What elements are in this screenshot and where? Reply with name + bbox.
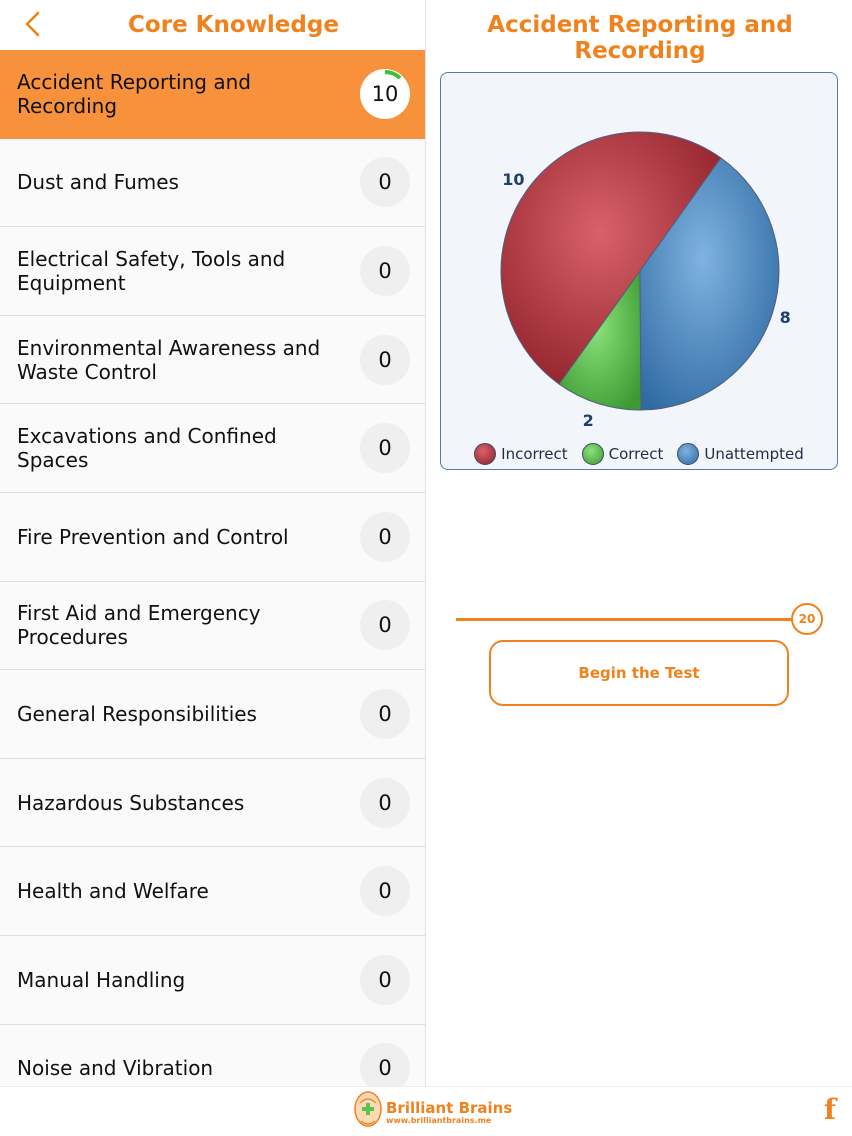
legend-swatch-correct [582, 443, 604, 465]
topic-count: 0 [378, 347, 392, 372]
facebook-icon[interactable]: f [823, 1093, 836, 1126]
topic-count: 0 [378, 967, 392, 992]
topic-count-badge [360, 600, 410, 650]
topic-count: 10 [371, 81, 399, 106]
topic-count: 0 [378, 790, 392, 815]
legend-swatch-incorrect [474, 443, 496, 465]
topic-row[interactable] [0, 582, 426, 671]
topic-panel [0, 0, 426, 1086]
topic-count: 0 [378, 524, 392, 549]
topic-count-badge [360, 512, 410, 562]
legend-correct [582, 443, 664, 465]
topic-count: 0 [378, 701, 392, 726]
topic-count: 0 [378, 1056, 392, 1081]
legend-label-correct: Correct [608, 445, 664, 463]
topic-count: 0 [378, 613, 392, 638]
topic-count: 0 [378, 258, 392, 283]
legend-incorrect [474, 443, 567, 465]
topic-label: Excavations and Confined Spaces [17, 424, 277, 473]
topic-label: Manual Handling [17, 967, 186, 992]
section-title: Core Knowledge [128, 12, 339, 38]
topic-row[interactable] [0, 759, 426, 848]
topic-title: Accident Reporting and Recording [487, 12, 793, 64]
pie-label-correct: 2 [582, 410, 594, 430]
results-chart [440, 72, 838, 470]
topic-label: Electrical Safety, Tools and Equipment [17, 246, 286, 295]
legend-swatch-unattempted [677, 443, 699, 465]
topic-row[interactable] [0, 227, 426, 316]
pie-label-unattempted: 8 [779, 308, 791, 328]
topic-label: Fire Prevention and Control [17, 524, 289, 549]
brain-mascot-icon [352, 1089, 384, 1135]
topic-row[interactable] [0, 936, 426, 1025]
topic-count: 0 [378, 436, 392, 461]
topic-count-badge [360, 69, 410, 119]
topic-label: Health and Welfare [17, 879, 209, 904]
topic-count-badge [360, 778, 410, 828]
topic-label: Noise and Vibration [17, 1056, 214, 1081]
topic-count-badge [360, 689, 410, 739]
brand-url: www.brilliantbrains.me [386, 1115, 492, 1125]
topic-count-badge [360, 335, 410, 385]
topic-label: General Responsibilities [17, 701, 257, 726]
topic-label: First Aid and Emergency Procedures [17, 601, 261, 650]
slider-handle[interactable]: 20 [791, 603, 823, 635]
topic-count-badge [360, 423, 410, 473]
chart-legend [441, 443, 837, 465]
topic-row[interactable] [0, 670, 426, 759]
legend-unattempted [677, 443, 803, 465]
topic-row[interactable] [0, 316, 426, 405]
topic-label: Dust and Fumes [17, 170, 179, 195]
topic-row[interactable] [0, 50, 426, 139]
topic-count-badge [360, 955, 410, 1005]
pie-chart [441, 73, 839, 471]
topic-label: Accident Reporting and Recording [17, 69, 251, 118]
topic-count-badge [360, 1043, 410, 1086]
topic-count: 0 [378, 170, 392, 195]
topic-count-badge [360, 246, 410, 296]
legend-label-unattempted: Unattempted [704, 445, 804, 463]
footer [0, 1086, 852, 1136]
topic-row[interactable] [0, 493, 426, 582]
topic-count-badge [360, 866, 410, 916]
brand-name: Brilliant Brains [386, 1098, 513, 1117]
topic-label: Environmental Awareness and Waste Control [17, 335, 321, 384]
begin-test-button[interactable]: Begin the Test [489, 640, 789, 706]
topic-list [0, 50, 426, 1086]
topic-row[interactable] [0, 404, 426, 493]
topic-row[interactable] [0, 847, 426, 936]
topic-row[interactable] [0, 139, 426, 228]
topic-label: Hazardous Substances [17, 790, 245, 815]
brand-logo[interactable] [352, 1089, 512, 1135]
legend-label-incorrect: Incorrect [501, 445, 568, 463]
topic-count-badge [360, 157, 410, 207]
question-count-slider[interactable] [456, 618, 792, 621]
left-header [0, 0, 425, 52]
pie-label-incorrect: 10 [502, 169, 525, 189]
topic-count: 0 [378, 879, 392, 904]
topic-row[interactable] [0, 1025, 426, 1086]
